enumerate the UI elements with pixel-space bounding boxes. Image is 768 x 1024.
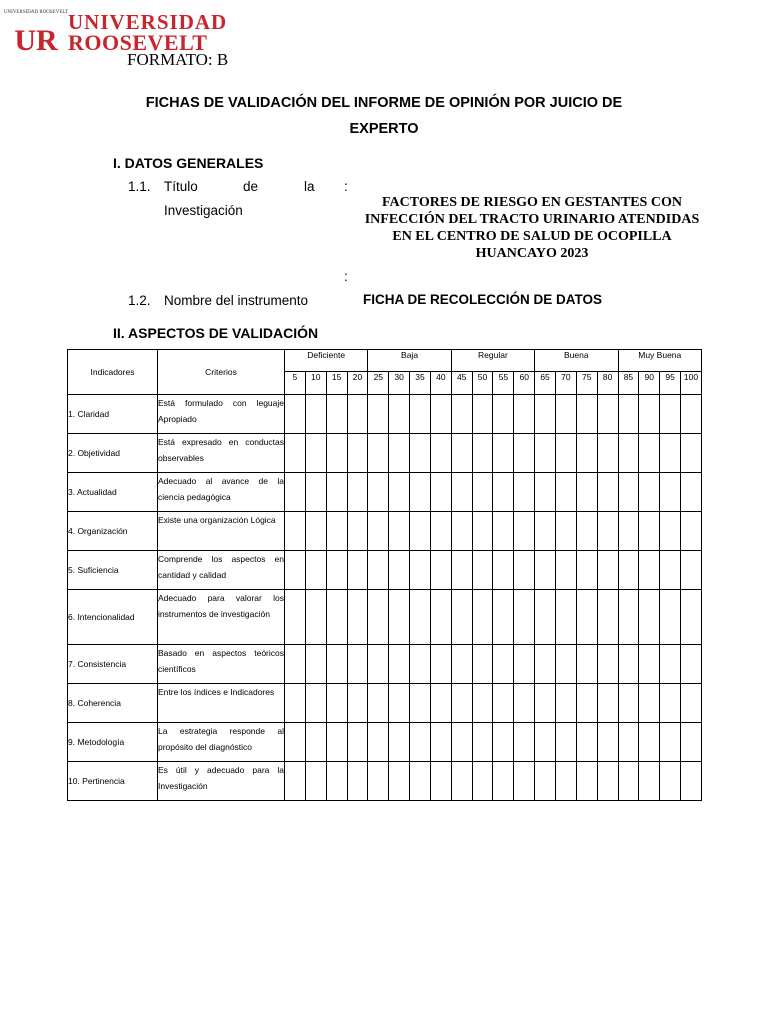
score-cell[interactable]: [451, 551, 472, 590]
score-cell[interactable]: [472, 512, 493, 551]
score-cell[interactable]: [514, 684, 535, 723]
validation-table: [67, 349, 702, 801]
score-cell[interactable]: [493, 723, 514, 762]
score-cell[interactable]: [410, 473, 431, 512]
score-cell[interactable]: [555, 512, 576, 551]
score-cell[interactable]: [576, 512, 597, 551]
score-cell[interactable]: [514, 645, 535, 684]
scale-header-cell: 80: [597, 372, 618, 395]
item-1-1-word3: la: [304, 179, 315, 194]
score-cell[interactable]: [555, 473, 576, 512]
logo-word-universidad: UNIVERSIDAD: [68, 10, 228, 34]
score-cell[interactable]: [618, 590, 639, 645]
score-cell[interactable]: [347, 434, 368, 473]
score-cell[interactable]: [430, 551, 451, 590]
score-cell[interactable]: [597, 762, 618, 801]
score-cell[interactable]: [618, 723, 639, 762]
item-1-1-colon: :: [344, 179, 348, 194]
score-cell[interactable]: [430, 473, 451, 512]
score-cell[interactable]: [493, 473, 514, 512]
score-cell[interactable]: [660, 645, 681, 684]
score-cell[interactable]: [597, 723, 618, 762]
score-cell[interactable]: [285, 723, 306, 762]
score-cell[interactable]: [389, 551, 410, 590]
score-cell[interactable]: [660, 684, 681, 723]
scale-header-cell: 60: [514, 372, 535, 395]
score-cell[interactable]: [660, 395, 681, 434]
criterio-cell: Está expresado en conductas observables: [158, 434, 285, 473]
score-cell[interactable]: [597, 395, 618, 434]
score-cell[interactable]: [347, 395, 368, 434]
score-cell[interactable]: [535, 762, 556, 801]
score-cell[interactable]: [618, 473, 639, 512]
score-cell[interactable]: [493, 395, 514, 434]
criterio-cell: La estrategia responde al propósito del diagnóstico: [158, 723, 285, 762]
score-cell[interactable]: [410, 723, 431, 762]
scale-header-cell: 25: [368, 372, 389, 395]
score-cell[interactable]: [368, 551, 389, 590]
score-cell[interactable]: [639, 551, 660, 590]
score-cell[interactable]: [493, 551, 514, 590]
score-cell[interactable]: [326, 551, 347, 590]
score-cell[interactable]: [514, 762, 535, 801]
score-cell[interactable]: [389, 684, 410, 723]
score-cell[interactable]: [472, 551, 493, 590]
score-cell[interactable]: [555, 590, 576, 645]
scale-header-cell: 30: [389, 372, 410, 395]
score-cell[interactable]: [451, 684, 472, 723]
score-cell[interactable]: [472, 723, 493, 762]
score-cell[interactable]: [389, 512, 410, 551]
score-cell[interactable]: [576, 684, 597, 723]
instrument-name-value: FICHA DE RECOLECCIÓN DE DATOS: [363, 292, 603, 307]
criterio-cell: Es útil y adecuado para la Investigación: [158, 762, 285, 801]
score-cell[interactable]: [285, 684, 306, 723]
score-cell[interactable]: [430, 395, 451, 434]
score-cell[interactable]: [681, 762, 702, 801]
score-cell[interactable]: [576, 762, 597, 801]
score-cell[interactable]: [451, 645, 472, 684]
score-cell[interactable]: [326, 434, 347, 473]
logo-small-text: UNIVERSIDAD ROOSEVELT: [3, 10, 69, 15]
criterio-cell: Comprende los aspectos en cantidad y calidad: [158, 551, 285, 590]
scale-header-cell: 95: [660, 372, 681, 395]
table-row: [68, 434, 702, 473]
indicador-cell: 5. Suficiencia: [68, 551, 158, 590]
score-cell[interactable]: [493, 645, 514, 684]
research-title-value: FACTORES DE RIESGO EN GESTANTES CON INFECCIÓN DEL TRACTO URINARIO ATENDIDAS EN EL CENTRO DE SALUD DE OCOPILLA HUANCAYO 2023: [364, 195, 700, 261]
score-cell[interactable]: [681, 434, 702, 473]
score-cell[interactable]: [660, 762, 681, 801]
indicador-cell: 9. Metodología: [68, 723, 158, 762]
score-cell[interactable]: [451, 723, 472, 762]
score-cell[interactable]: [326, 512, 347, 551]
score-cell[interactable]: [368, 684, 389, 723]
score-cell[interactable]: [430, 645, 451, 684]
item-1-1-number: 1.1.: [128, 179, 151, 194]
score-cell[interactable]: [305, 473, 326, 512]
table-row: [68, 645, 702, 684]
indicador-cell: 2. Objetividad: [68, 434, 158, 473]
score-cell[interactable]: [555, 762, 576, 801]
score-cell[interactable]: [451, 590, 472, 645]
score-cell[interactable]: [660, 551, 681, 590]
score-cell[interactable]: [285, 434, 306, 473]
indicador-cell: 10. Pertinencia: [68, 762, 158, 801]
score-cell[interactable]: [597, 512, 618, 551]
score-cell[interactable]: [514, 590, 535, 645]
score-cell[interactable]: [514, 395, 535, 434]
score-cell[interactable]: [597, 473, 618, 512]
score-cell[interactable]: [660, 723, 681, 762]
score-cell[interactable]: [451, 434, 472, 473]
score-cell[interactable]: [576, 395, 597, 434]
score-cell[interactable]: [305, 645, 326, 684]
score-cell[interactable]: [514, 434, 535, 473]
score-cell[interactable]: [410, 590, 431, 645]
score-cell[interactable]: [576, 434, 597, 473]
score-cell[interactable]: [305, 395, 326, 434]
score-cell[interactable]: [326, 723, 347, 762]
table-row: [68, 762, 702, 801]
score-cell[interactable]: [305, 551, 326, 590]
header-group-muy-buena: Muy Buena: [618, 350, 702, 372]
scale-header-cell: 15: [326, 372, 347, 395]
score-cell[interactable]: [305, 762, 326, 801]
score-cell[interactable]: [535, 512, 556, 551]
header-indicadores: Indicadores: [68, 350, 158, 395]
indicador-cell: 4. Organización: [68, 512, 158, 551]
criterio-cell: Adecuado para valorar los instrumentos de investigación: [158, 590, 285, 645]
score-cell[interactable]: [493, 684, 514, 723]
score-cell[interactable]: [389, 473, 410, 512]
score-cell[interactable]: [514, 723, 535, 762]
score-cell[interactable]: [660, 590, 681, 645]
score-cell[interactable]: [618, 434, 639, 473]
score-cell[interactable]: [472, 434, 493, 473]
score-cell[interactable]: [514, 551, 535, 590]
score-cell[interactable]: [368, 645, 389, 684]
score-cell[interactable]: [576, 645, 597, 684]
score-cell[interactable]: [535, 723, 556, 762]
scale-header-cell: 55: [493, 372, 514, 395]
score-cell[interactable]: [389, 723, 410, 762]
score-cell[interactable]: [368, 512, 389, 551]
criterio-cell: Basado en aspectos teóricos científicos: [158, 645, 285, 684]
score-cell[interactable]: [410, 762, 431, 801]
score-cell[interactable]: [618, 512, 639, 551]
table-row: [68, 395, 702, 434]
scale-header-cell: 65: [535, 372, 556, 395]
score-cell[interactable]: [535, 395, 556, 434]
score-cell[interactable]: [347, 551, 368, 590]
score-cell[interactable]: [639, 473, 660, 512]
item-1-1-word1: Título: [164, 179, 198, 194]
score-cell[interactable]: [389, 434, 410, 473]
score-cell[interactable]: [410, 434, 431, 473]
score-cell[interactable]: [597, 551, 618, 590]
score-cell[interactable]: [660, 512, 681, 551]
indicador-cell: 3. Actualidad: [68, 473, 158, 512]
score-cell[interactable]: [430, 684, 451, 723]
score-cell[interactable]: [472, 645, 493, 684]
score-cell[interactable]: [618, 684, 639, 723]
score-cell[interactable]: [389, 645, 410, 684]
header-criterios: Criterios: [158, 350, 285, 395]
score-cell[interactable]: [285, 645, 306, 684]
score-cell[interactable]: [639, 590, 660, 645]
score-cell[interactable]: [305, 723, 326, 762]
score-cell[interactable]: [410, 512, 431, 551]
scale-header-cell: 5: [285, 372, 306, 395]
score-cell[interactable]: [472, 762, 493, 801]
score-cell[interactable]: [451, 512, 472, 551]
score-cell[interactable]: [535, 434, 556, 473]
header-group-deficiente: Deficiente: [285, 350, 368, 372]
score-cell[interactable]: [451, 395, 472, 434]
score-cell[interactable]: [347, 590, 368, 645]
criterio-cell: Adecuado al avance de la ciencia pedagógica: [158, 473, 285, 512]
score-cell[interactable]: [347, 684, 368, 723]
score-cell[interactable]: [576, 723, 597, 762]
scale-header-cell: 40: [430, 372, 451, 395]
score-cell[interactable]: [368, 473, 389, 512]
criterio-cell: Existe una organización Lógica: [158, 512, 285, 551]
score-cell[interactable]: [618, 645, 639, 684]
score-cell[interactable]: [305, 590, 326, 645]
score-cell[interactable]: [576, 551, 597, 590]
score-cell[interactable]: [576, 473, 597, 512]
score-cell[interactable]: [535, 551, 556, 590]
score-cell[interactable]: [597, 645, 618, 684]
item-1-1-label-line2: Investigación: [164, 203, 243, 218]
score-cell[interactable]: [368, 590, 389, 645]
header-group-regular: Regular: [451, 350, 534, 372]
score-cell[interactable]: [514, 512, 535, 551]
score-cell[interactable]: [514, 473, 535, 512]
score-cell[interactable]: [639, 684, 660, 723]
scale-header-cell: 70: [555, 372, 576, 395]
score-cell[interactable]: [430, 723, 451, 762]
score-cell[interactable]: [535, 473, 556, 512]
score-cell[interactable]: [472, 473, 493, 512]
score-cell[interactable]: [368, 762, 389, 801]
score-cell[interactable]: [305, 434, 326, 473]
scale-header-cell: 10: [305, 372, 326, 395]
score-cell[interactable]: [639, 512, 660, 551]
score-cell[interactable]: [597, 434, 618, 473]
score-cell[interactable]: [472, 684, 493, 723]
score-cell[interactable]: [410, 645, 431, 684]
header-group-buena: Buena: [535, 350, 618, 372]
score-cell[interactable]: [430, 512, 451, 551]
score-cell[interactable]: [681, 645, 702, 684]
score-cell[interactable]: [493, 512, 514, 551]
criterio-cell: Está formulado con leguaje Apropiado: [158, 395, 285, 434]
score-cell[interactable]: [410, 684, 431, 723]
score-cell[interactable]: [681, 723, 702, 762]
indicador-cell: 6. Intencionalidad: [68, 590, 158, 645]
score-cell[interactable]: [451, 473, 472, 512]
score-cell[interactable]: [493, 762, 514, 801]
score-cell[interactable]: [639, 434, 660, 473]
score-cell[interactable]: [576, 590, 597, 645]
criterio-cell: Entre los índices e Indicadores: [158, 684, 285, 723]
score-cell[interactable]: [639, 723, 660, 762]
score-cell[interactable]: [535, 590, 556, 645]
table-row: [68, 512, 702, 551]
score-cell[interactable]: [305, 512, 326, 551]
score-cell[interactable]: [326, 645, 347, 684]
table-row: [68, 684, 702, 723]
document-title-line2: EXPERTO: [349, 121, 419, 137]
score-cell[interactable]: [681, 512, 702, 551]
score-cell[interactable]: [285, 551, 306, 590]
scale-header-cell: 20: [347, 372, 368, 395]
table-row: [68, 723, 702, 762]
score-cell[interactable]: [305, 684, 326, 723]
score-cell[interactable]: [597, 590, 618, 645]
score-cell[interactable]: [347, 645, 368, 684]
score-cell[interactable]: [555, 395, 576, 434]
scale-header-cell: 50: [472, 372, 493, 395]
score-cell[interactable]: [681, 395, 702, 434]
score-cell[interactable]: [347, 723, 368, 762]
score-cell[interactable]: [285, 512, 306, 551]
ur-monogram-icon: [3, 8, 69, 57]
score-cell[interactable]: [326, 590, 347, 645]
score-cell[interactable]: [368, 395, 389, 434]
scale-header-cell: 85: [618, 372, 639, 395]
score-cell[interactable]: [326, 762, 347, 801]
score-cell[interactable]: [410, 551, 431, 590]
score-cell[interactable]: [389, 395, 410, 434]
header-group-baja: Baja: [368, 350, 451, 372]
score-cell[interactable]: [326, 684, 347, 723]
score-cell[interactable]: [368, 723, 389, 762]
validation-table-body: [68, 395, 702, 801]
score-cell[interactable]: [681, 684, 702, 723]
score-cell[interactable]: [555, 684, 576, 723]
score-cell[interactable]: [639, 762, 660, 801]
score-cell[interactable]: [389, 762, 410, 801]
formato-label: FORMATO: B: [127, 50, 229, 69]
score-cell[interactable]: [451, 762, 472, 801]
score-cell[interactable]: [681, 551, 702, 590]
score-cell[interactable]: [618, 551, 639, 590]
score-cell[interactable]: [660, 434, 681, 473]
score-cell[interactable]: [535, 645, 556, 684]
score-cell[interactable]: [472, 590, 493, 645]
score-cell[interactable]: [430, 434, 451, 473]
score-cell[interactable]: [326, 395, 347, 434]
scale-header-cell: 90: [639, 372, 660, 395]
score-cell[interactable]: [681, 473, 702, 512]
university-logo: [3, 8, 268, 57]
item-1-2-label: Nombre del instrumento: [164, 293, 309, 308]
score-cell[interactable]: [285, 762, 306, 801]
score-cell[interactable]: [681, 590, 702, 645]
document-title-line1: FICHAS DE VALIDACIÓN DEL INFORME DE OPINIÓN POR JUICIO DE: [145, 95, 623, 111]
indicador-cell: 8. Coherencia: [68, 684, 158, 723]
score-cell[interactable]: [618, 762, 639, 801]
scale-header-cell: 45: [451, 372, 472, 395]
score-cell[interactable]: [555, 551, 576, 590]
item-1-1-word2: de: [243, 179, 259, 194]
score-cell[interactable]: [285, 395, 306, 434]
score-cell[interactable]: [285, 590, 306, 645]
score-cell[interactable]: [555, 434, 576, 473]
scale-header-cell: 35: [410, 372, 431, 395]
score-cell[interactable]: [389, 590, 410, 645]
logo-monogram: UR: [14, 24, 58, 57]
score-cell[interactable]: [493, 590, 514, 645]
table-row: [68, 551, 702, 590]
score-cell[interactable]: [597, 684, 618, 723]
score-cell[interactable]: [555, 645, 576, 684]
score-cell[interactable]: [493, 434, 514, 473]
score-cell[interactable]: [430, 762, 451, 801]
score-cell[interactable]: [430, 590, 451, 645]
score-cell[interactable]: [285, 473, 306, 512]
scale-header-cell: 75: [576, 372, 597, 395]
score-cell[interactable]: [472, 395, 493, 434]
score-cell[interactable]: [368, 434, 389, 473]
score-cell[interactable]: [618, 395, 639, 434]
section-aspectos-validacion: II. ASPECTOS DE VALIDACIÓN: [113, 325, 319, 341]
score-cell[interactable]: [639, 645, 660, 684]
indicador-cell: 1. Claridad: [68, 395, 158, 434]
score-cell[interactable]: [347, 473, 368, 512]
item-1-2-number: 1.2.: [128, 293, 151, 308]
scale-header-cell: 100: [681, 372, 702, 395]
logo-word-roosevelt: ROOSEVELT: [68, 30, 208, 55]
table-row: [68, 473, 702, 512]
score-cell[interactable]: [639, 395, 660, 434]
table-row: [68, 590, 702, 645]
score-cell[interactable]: [535, 684, 556, 723]
score-cell[interactable]: [347, 512, 368, 551]
score-cell[interactable]: [410, 395, 431, 434]
score-cell[interactable]: [347, 762, 368, 801]
score-cell[interactable]: [660, 473, 681, 512]
indicador-cell: 7. Consistencia: [68, 645, 158, 684]
section-datos-generales: I. DATOS GENERALES: [113, 155, 264, 171]
score-cell[interactable]: [326, 473, 347, 512]
score-cell[interactable]: [555, 723, 576, 762]
item-1-1-colon-2: :: [344, 269, 348, 284]
